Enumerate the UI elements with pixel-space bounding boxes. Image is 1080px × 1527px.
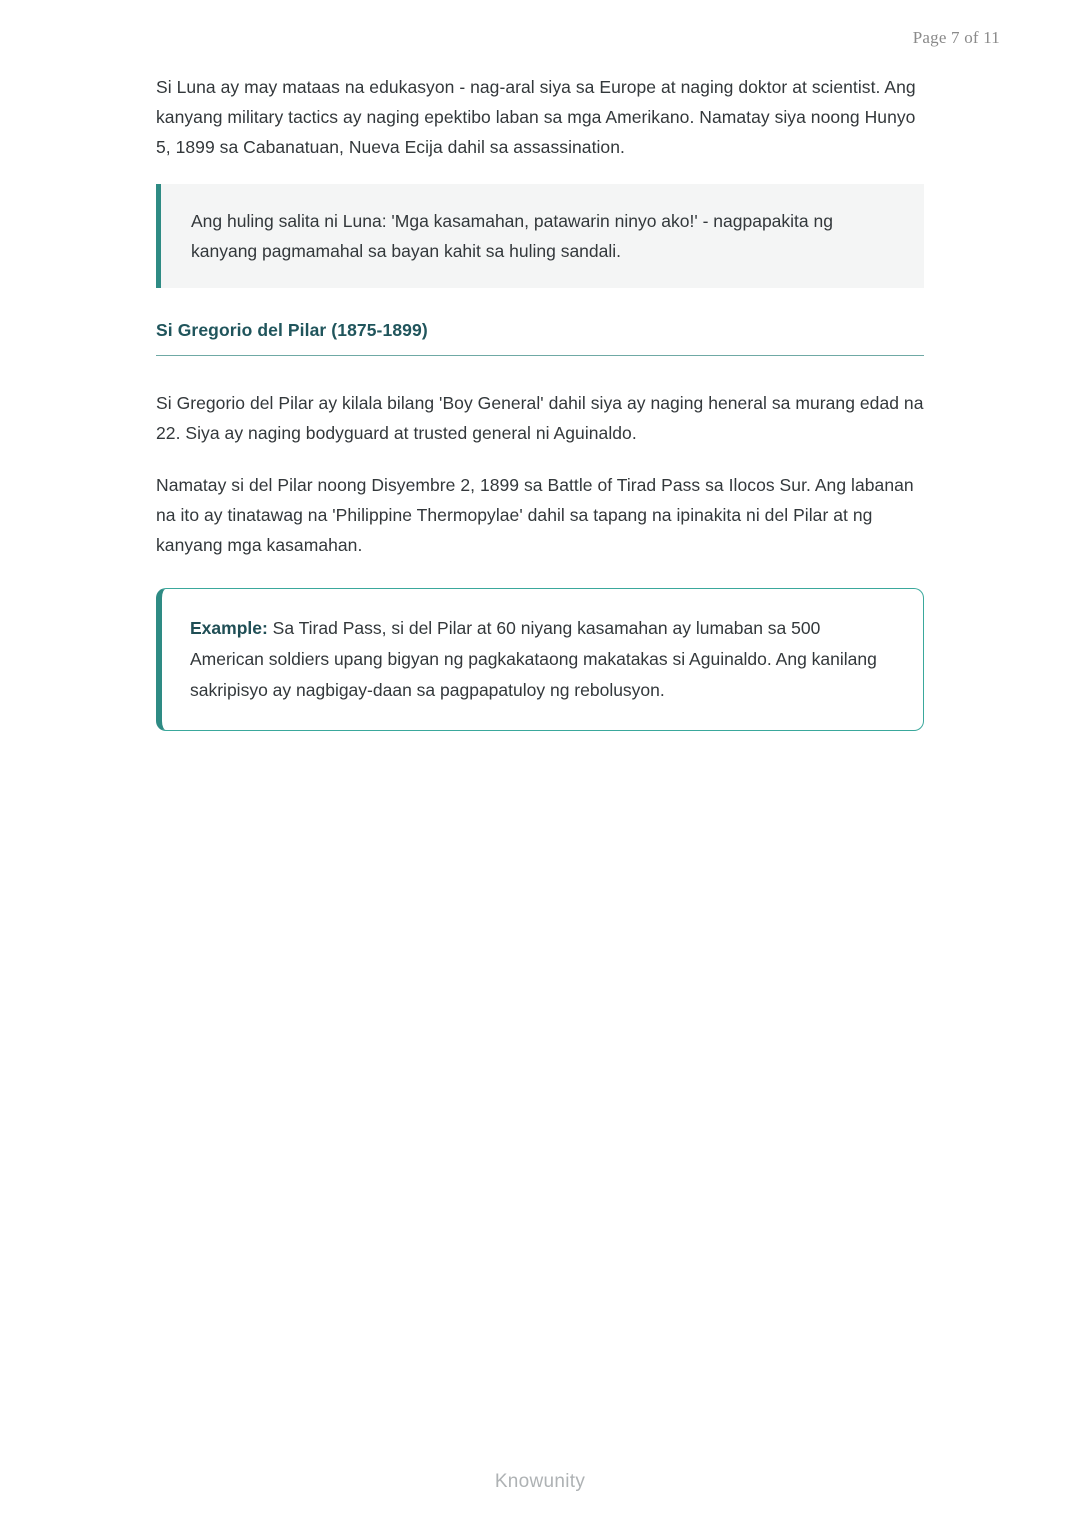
quote-text: Ang huling salita ni Luna: 'Mga kasamahan, patawarin ninyo ako!' - nagpapakita ng kanyang pagmamahal sa bayan kahit sa huling sandali.	[191, 211, 833, 261]
example-paragraph	[190, 613, 895, 706]
document-content	[156, 72, 924, 731]
example-callout	[156, 588, 924, 731]
example-text: Sa Tirad Pass, si del Pilar at 60 niyang kasamahan ay lumaban sa 500 American soldiers upang bigyan ng pagkakataong makatakas si Aguinaldo. Ang kanilang sakripisyo ay nagbigay-daan sa pagpapatuloy ng rebolusyon.	[190, 618, 877, 700]
heading-divider	[156, 355, 924, 356]
paragraph-luna-education: Si Luna ay may mataas na edukasyon - nag-aral siya sa Europe at naging doktor at scientist. Ang kanyang military tactics ay naging epektibo laban sa mga Amerikano. Namatay siya noong Hunyo 5, 1899 sa Cabanatuan, Nueva Ecija dahil sa assassination.	[156, 77, 916, 157]
paragraph-tirad-pass: Namatay si del Pilar noong Disyembre 2, 1899 sa Battle of Tirad Pass sa Ilocos Sur. Ang labanan na ito ay tinatawag na 'Philippine Thermopylae' dahil sa tapang na ipinakita ni del Pilar at ng kanyang mga kasamahan.	[156, 475, 914, 555]
page-number: Page 7 of 11	[912, 28, 1000, 47]
footer-brand: Knowunity	[494, 1471, 586, 1492]
paragraph-boy-general: Si Gregorio del Pilar ay kilala bilang 'Boy General' dahil siya ay naging heneral sa murang edad na 22. Siya ay naging bodyguard at trusted general ni Aguinaldo.	[156, 393, 924, 443]
example-label: Example:	[190, 618, 268, 638]
section-heading-gregorio-del-pilar: Si Gregorio del Pilar (1875-1899)	[156, 320, 428, 340]
quote-callout-luna	[156, 184, 924, 288]
